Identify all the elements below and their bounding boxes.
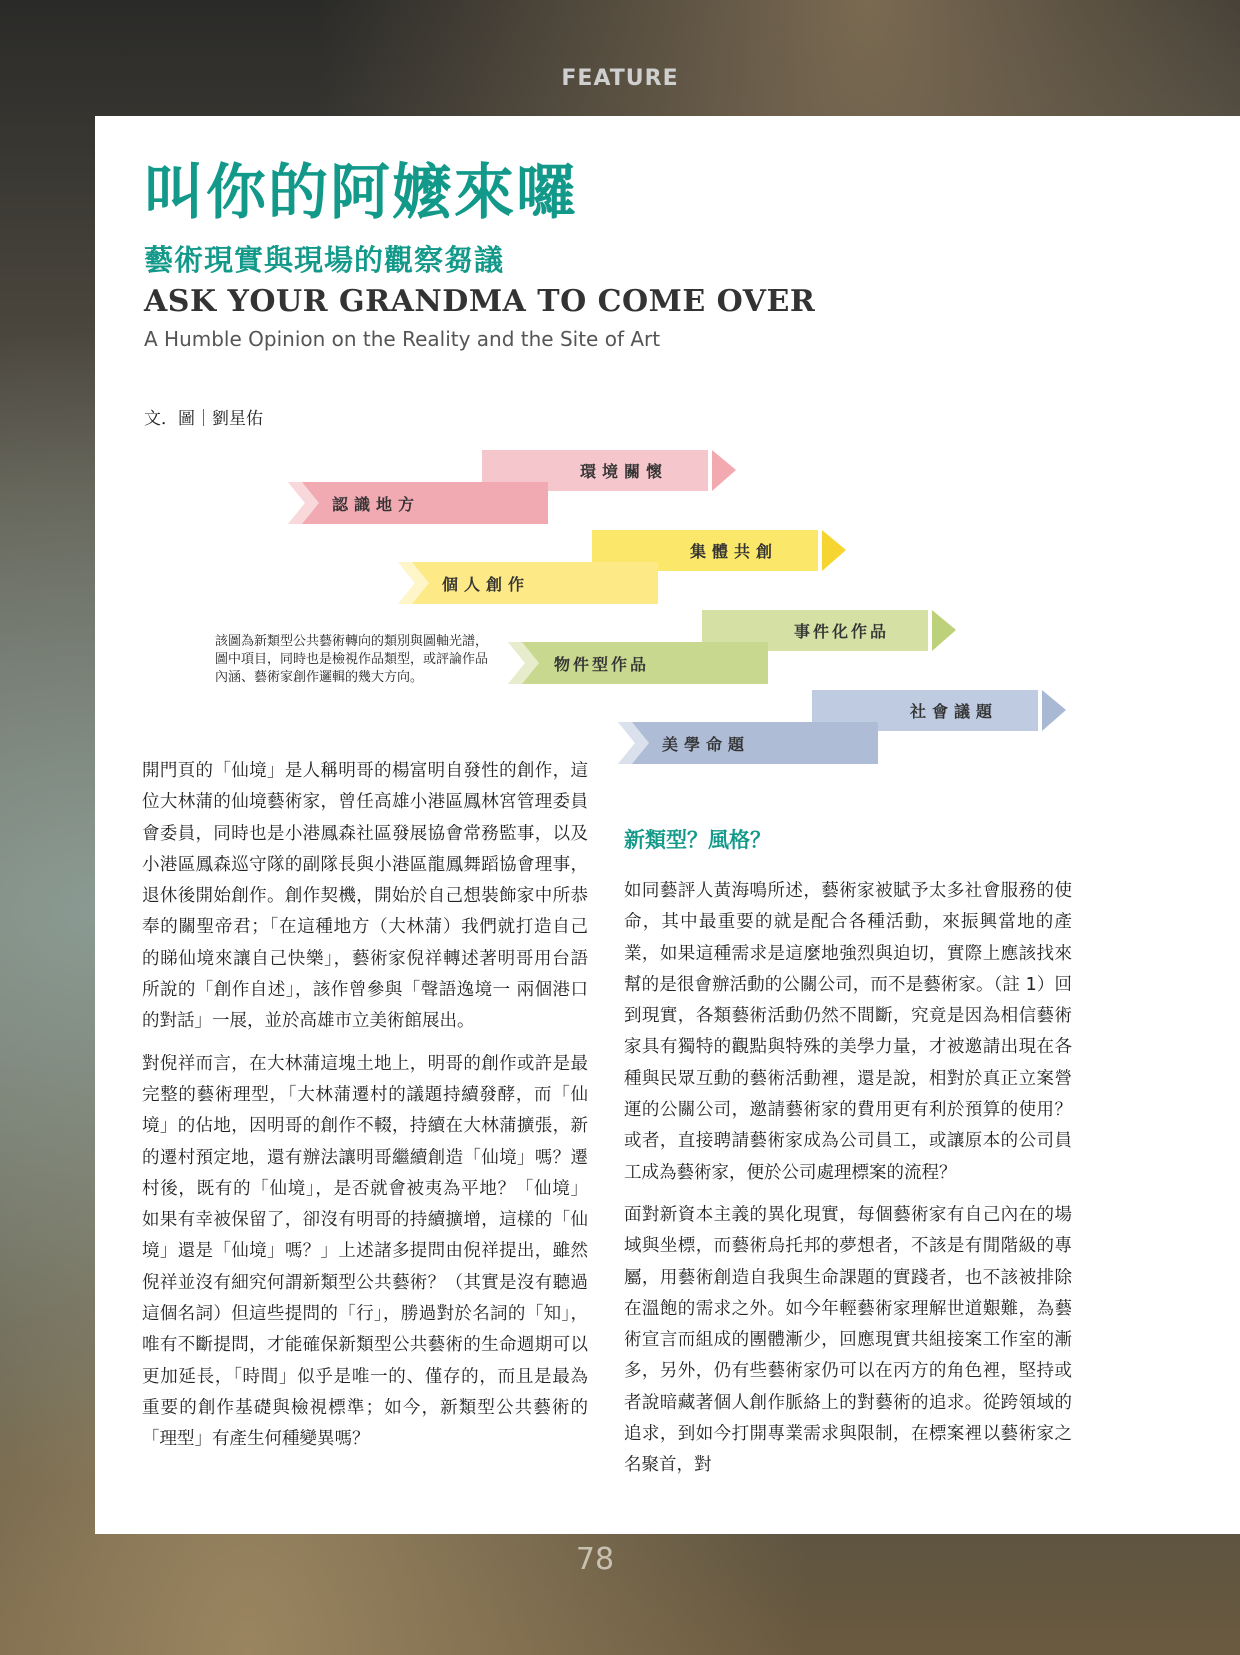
body-column-right: [624, 876, 1072, 1493]
bar-label-lower-3: 物件型作品: [554, 655, 650, 674]
paragraph: 如同藝評人黃海鳴所述，藝術家被賦予太多社會服務的使命，其中最重要的就是配合各種活動，來振興當地的產業，如果這種需求是這麼地強烈與迫切，實際上應該找來幫的是很會辦活動的公關公司，而不是藝術家。（註 1）回到現實，各類藝術活動仍然不間斷，究竟是因為相信藝術家具有獨特的觀點與特殊的美學力量，才被邀請出現在各種與民眾互動的藝術活動裡，還是說，相對於真正立案營運的公關公司，邀請藝術家的費用更有利於預算的使用？或者，直接聘請藝術家成為公司員工，或讓原本的公司員工成為藝術家，便於公司處理標案的流程？: [624, 881, 1072, 1183]
body-column-left: [142, 756, 588, 1467]
paragraph: 對倪祥而言，在大林蒲這塊土地上，明哥的創作或許是最完整的藝術理型，「大林蒲遷村的議題持續發酵，而「仙境」的佔地，因明哥的創作不輟，持續在大林蒲擴張，新的遷村預定地，還有辦法讓明哥繼續創造「仙境」嗎？遷村後，既有的「仙境」，是否就會被夷為平地？「仙境」如果有幸被保留了，卻沒有明哥的持續擴增，這樣的「仙境」還是「仙境」嗎？」上述諸多提問由倪祥提出，雖然倪祥並沒有細究何謂新類型公共藝術？（其實是沒有聽過這個名詞）但這些提問的「行」，勝過對於名詞的「知」，唯有不斷提問，才能確保新類型公共藝術的生命週期可以更加延長，「時間」似乎是唯一的、僅存的，而且是最為重要的創作基礎與檢視標準；如今，新類型公共藝術的「理型」有產生何種變異嗎？: [142, 1053, 588, 1450]
section-heading: 新類型？風格？: [624, 828, 771, 852]
arrow-upper-1: [712, 450, 736, 491]
paragraph: 面對新資本主義的異化現實，每個藝術家有自己內在的場域與坐標，而藝術烏托邦的夢想者，不該是有閒階級的專屬，用藝術創造自我與生命課題的實踐者，也不該被排除在溫飽的需求之外。如今年輕藝術家理解世道艱難，為藝術宣言而組成的團體漸少，回應現實共組接案工作室的漸多，另外，仍有些藝術家仍可以在丙方的角色裡，堅持或者說暗藏著個人創作脈絡上的對藝術的追求。從跨領域的追求，到如今打開專業需求與限制，在標案裡以藝術家之名聚首，對: [624, 1204, 1072, 1476]
bar-label-upper-3: 事件化作品: [794, 622, 890, 641]
bar-pair-4: [618, 690, 1066, 764]
arrow-upper-3: [932, 610, 956, 651]
page-number: 78: [575, 1542, 615, 1577]
byline: 文．圖｜劉星佑: [144, 409, 263, 429]
category-spectrum-diagram: [0, 0, 1240, 770]
section-label: FEATURE: [561, 66, 679, 91]
diagram-caption: 該圖為新類型公共藝術轉向的類別與圖軸光譜，圖中項目，同時也是檢視作品類型，或評論作品內涵、藝術家創作邏輯的幾大方向。: [215, 634, 489, 685]
article-subtitle-en: A Humble Opinion on the Reality and the Site of Art: [144, 327, 661, 351]
arrow-upper-4: [1042, 690, 1066, 731]
bar-label-lower-4: 美學命題: [662, 735, 751, 754]
bar-label-lower-2: 個人創作: [442, 575, 531, 594]
article-subtitle-cn: 藝術現實與現場的觀察芻議: [144, 243, 505, 277]
bar-label-upper-2: 集體共創: [690, 542, 779, 561]
arrow-upper-2: [822, 530, 846, 571]
bar-pair-3: [508, 610, 956, 684]
article-title-cn: 叫你的阿嬤來囉: [144, 158, 578, 228]
bar-label-upper-4: 社會議題: [910, 702, 999, 721]
bar-pair-2: [398, 530, 846, 604]
paragraph: 開門頁的「仙境」是人稱明哥的楊富明自發性的創作，這位大林蒲的仙境藝術家，曾任高雄小港區鳳林宮管理委員會委員，同時也是小港鳳森社區發展協會常務監事，以及小港區鳳森巡守隊的副隊長與小港區龍鳳舞蹈協會理事，退休後開始創作。創作契機，開始於自己想裝飾家中所恭奉的關聖帝君；「在這種地方（大林蒲）我們就打造自己的睇仙境來讓自己快樂」，藝術家倪祥轉述著明哥用台語所說的「創作自述」，該作曾參與「聲語逸境一 兩個港口的對話」一展，並於高雄市立美術館展出。: [142, 761, 588, 1032]
bar-label-lower-1: 認識地方: [332, 495, 421, 514]
bar-label-upper-1: 環境關懷: [580, 462, 669, 481]
article-title-en: ASK YOUR GRANDMA TO COME OVER: [144, 284, 816, 319]
bar-pair-1: [288, 450, 736, 524]
